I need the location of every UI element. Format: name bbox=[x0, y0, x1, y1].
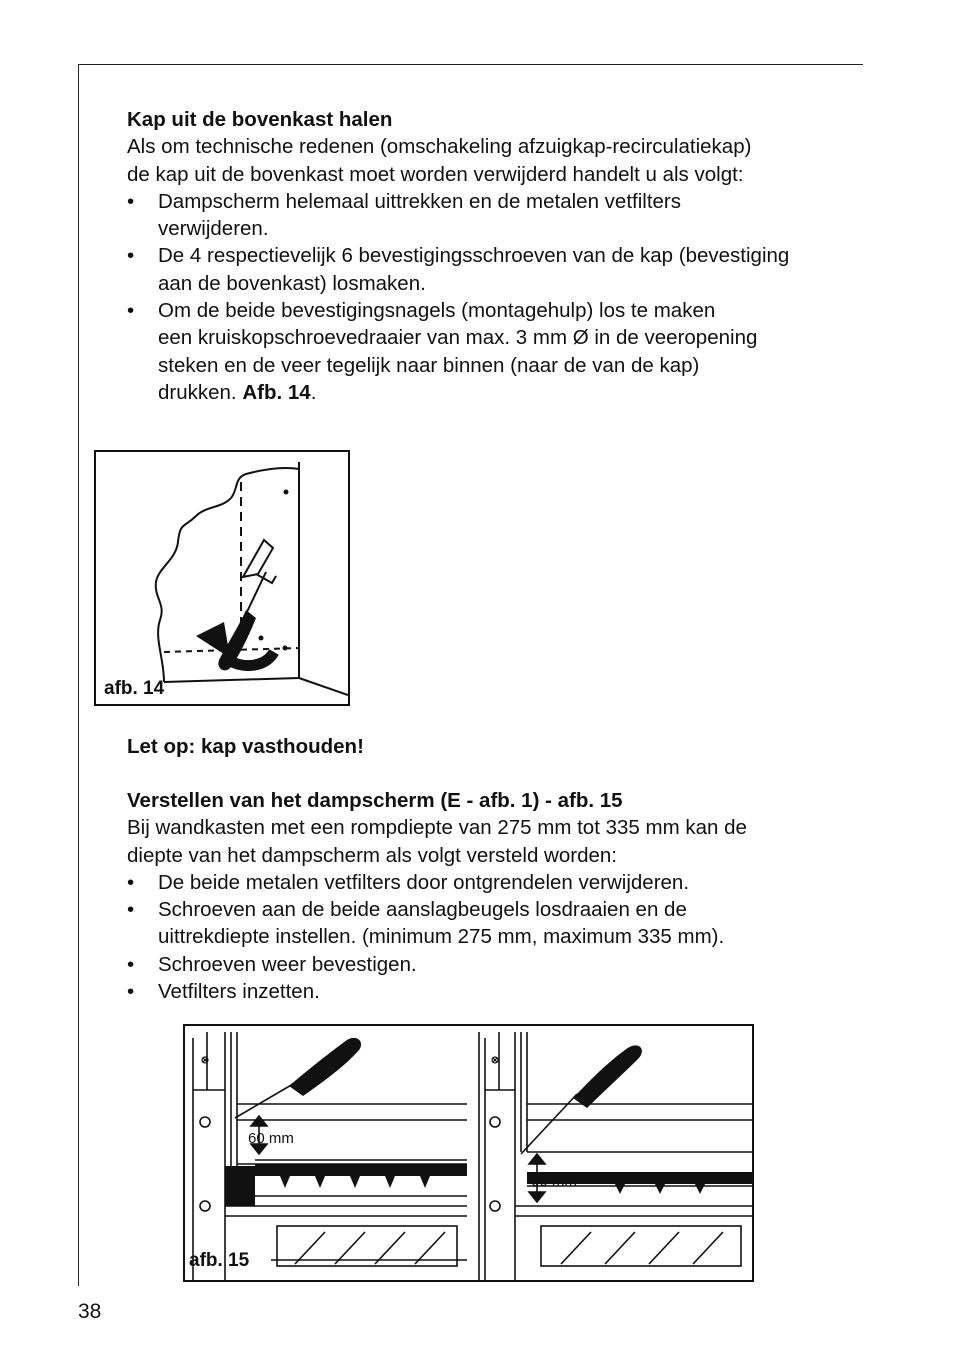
intro-line: Als om technische redenen (omschakeling afzuigkap-recirculatiekap) bbox=[127, 135, 752, 159]
bullet-icon: • bbox=[127, 189, 135, 213]
list-item-text: een kruiskopschroevedraaier van max. 3 mm Ø in de veeropening bbox=[158, 326, 758, 350]
list-item bbox=[127, 869, 847, 896]
page-frame-left-rule bbox=[78, 64, 79, 1286]
list-item-text: Dampscherm helemaal uittrekken en de metalen vetfilters bbox=[158, 189, 681, 213]
section-heading: Verstellen van het dampscherm (E - afb. 1) - afb. 15 bbox=[127, 789, 623, 812]
instruction-list bbox=[127, 188, 847, 406]
list-item-text: uittrekdiepte instellen. (minimum 275 mm, maximum 335 mm). bbox=[158, 925, 725, 949]
figure-caption: afb. 14 bbox=[104, 678, 165, 699]
bullet-icon: • bbox=[127, 244, 135, 268]
list-item-text: Schroeven weer bevestigen. bbox=[158, 952, 417, 976]
bullet-icon: • bbox=[127, 870, 135, 894]
figure-15 bbox=[183, 1024, 754, 1282]
instruction-list bbox=[127, 869, 847, 1005]
intro-line: diepte van het dampscherm als volgt versteld worden: bbox=[127, 843, 617, 867]
section-remove-hood bbox=[127, 106, 847, 406]
figure-caption: afb. 15 bbox=[189, 1250, 250, 1271]
list-item-text: Schroeven aan de beide aanslagbeugels losdraaien en de bbox=[158, 898, 687, 922]
bullet-icon: • bbox=[127, 299, 135, 323]
list-item-text: steken en de veer tegelijk naar binnen (naar de van de kap) bbox=[158, 353, 700, 377]
list-item-text: drukken. bbox=[158, 380, 243, 404]
screwdriver-release-illustration bbox=[96, 452, 348, 704]
list-item bbox=[127, 896, 847, 951]
figure-reference: Afb. 14 bbox=[242, 380, 311, 404]
warning-note: Let op: kap vasthouden! bbox=[127, 735, 364, 758]
intro-line: Bij wandkasten met een rompdiepte van 275 mm tot 335 mm kan de bbox=[127, 816, 747, 840]
page-frame-top-rule bbox=[78, 64, 863, 65]
list-item-text: Om de beide bevestigingsnagels (montagehulp) los te maken bbox=[158, 299, 716, 323]
page-number: 38 bbox=[78, 1300, 102, 1323]
list-item bbox=[127, 978, 847, 1005]
vapour-screen-adjustment-illustration bbox=[185, 1026, 752, 1280]
bullet-icon: • bbox=[127, 952, 135, 976]
bullet-icon: • bbox=[127, 980, 135, 1004]
list-item-text: verwijderen. bbox=[158, 217, 269, 241]
bullet-icon: • bbox=[127, 898, 135, 922]
section-heading: Kap uit de bovenkast halen bbox=[127, 108, 393, 131]
measure-label-left: 60 mm bbox=[248, 1130, 294, 1147]
list-item-text: De 4 respectievelijk 6 bevestigingsschroeven van de kap (bevestiging bbox=[158, 244, 790, 268]
list-item bbox=[127, 951, 847, 978]
measure-label-right: 60 mm bbox=[531, 1173, 577, 1190]
list-item-text: aan de bovenkast) losmaken. bbox=[158, 271, 426, 295]
intro-line: de kap uit de bovenkast moet worden verwijderd handelt u als volgt: bbox=[127, 162, 744, 186]
list-item-text: . bbox=[310, 380, 317, 404]
list-item-text: Vetfilters inzetten. bbox=[158, 980, 320, 1004]
list-item bbox=[127, 297, 847, 406]
list-item-text: De beide metalen vetfilters door ontgrendelen verwijderen. bbox=[158, 870, 690, 894]
list-item bbox=[127, 242, 847, 297]
figure-14 bbox=[94, 450, 350, 706]
list-item bbox=[127, 188, 847, 243]
section-adjust-vapour-screen bbox=[127, 787, 847, 1005]
